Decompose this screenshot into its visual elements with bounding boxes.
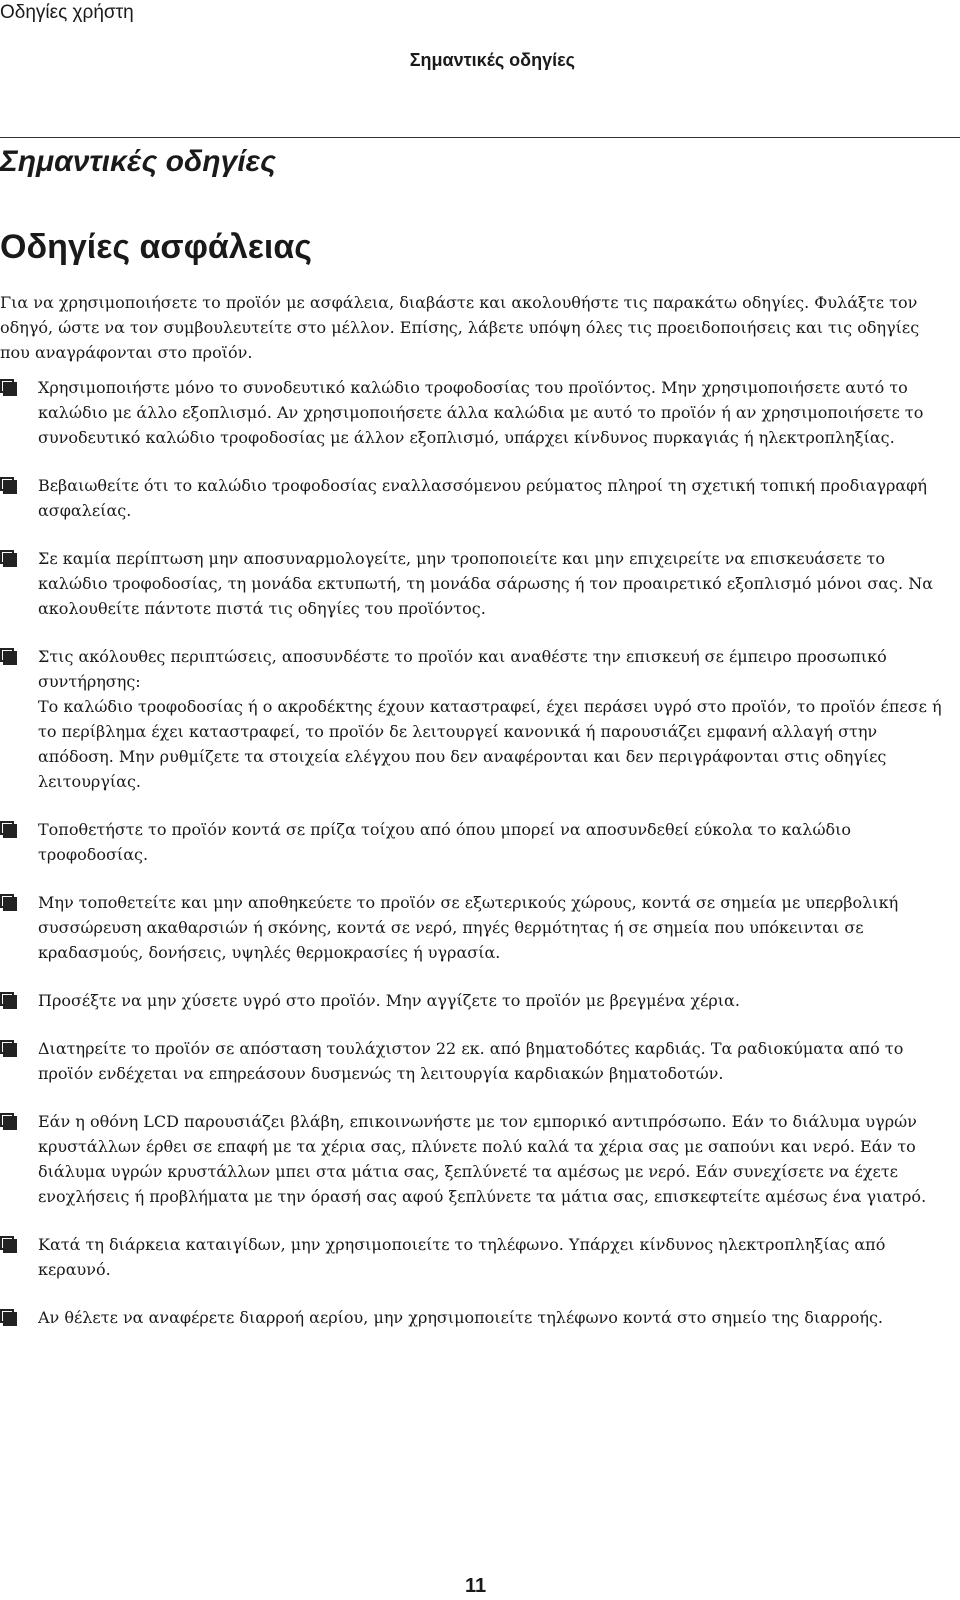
section-title: Οδηγίες ασφάλειας <box>0 228 312 266</box>
list-item <box>0 1305 955 1330</box>
checkbox-bullet-icon <box>0 1113 14 1127</box>
list-item <box>0 375 955 450</box>
checkbox-bullet-icon <box>0 821 14 835</box>
list-item-text: Βεβαιωθείτε ότι το καλώδιο τροφοδοσίας εναλλασσόμενου ρεύματος πληροί τη σχετική τοπική προδιαγραφή ασφαλείας. <box>38 476 927 520</box>
list-item-text: Σε καμία περίπτωση μην αποσυναρμολογείτε, μην τροποποιείτε και μην επιχειρείτε να επισκευάσετε το καλώδιο τροφοδοσίας, τη μονάδα εκτυπωτή, τη μονάδα σάρωσης ή τον προαιρετικό εξοπλισμό μόνοι σας. Να ακολουθείτε πάντοτε πιστά τις οδηγίες του προϊόντος. <box>38 549 933 618</box>
checkbox-bullet-icon <box>0 648 14 662</box>
list-item <box>0 473 955 523</box>
list-item <box>0 546 955 621</box>
document-title: Οδηγίες χρήστη <box>0 2 134 23</box>
checkbox-bullet-icon <box>0 1309 14 1323</box>
checkbox-bullet-icon <box>0 1236 14 1250</box>
list-item <box>0 1109 955 1209</box>
checkbox-bullet-icon <box>0 379 14 393</box>
list-item-text: Εάν η οθόνη LCD παρουσιάζει βλάβη, επικοινωνήστε με τον εμπορικό αντιπρόσωπο. Εάν το διάλυμα υγρών κρυστάλλων έρθει σε επαφή με τα χέρια σας, πλύνετε πολύ καλά τα χέρια σας με σαπούνι και νερό. Εάν το διάλυμα υγρών κρυστάλλων μπει στα μάτια σας, ξεπλύνετέ τα αμέσως με νερό. Εάν συνεχίσετε να έχετε ενοχλήσεις ή προβλήματα με την όρασή σας αφού ξεπλύνετε τα μάτια σας, επισκεφτείτε αμέσως ένα γιατρό. <box>38 1112 927 1206</box>
checkbox-bullet-icon <box>0 894 14 908</box>
chapter-title: Σημαντικές οδηγίες <box>0 145 276 178</box>
header-divider <box>0 137 960 138</box>
intro-paragraph: Για να χρησιμοποιήσετε το προϊόν με ασφάλεια, διαβάστε και ακολουθήστε τις παρακάτω οδηγίες. Φυλάξτε τον οδηγό, ώστε να τον συμβουλευτείτε στο μέλλον. Επίσης, λάβετε υπόψη όλες τις προειδοποιήσεις και τις οδηγίες που αναγράφονται στο προϊόν. <box>0 293 920 362</box>
list-item-text: Αν θέλετε να αναφέρετε διαρροή αερίου, μην χρησιμοποιείτε τηλέφωνο κοντά στο σημείο της διαρροής. <box>38 1308 883 1327</box>
checkbox-bullet-icon <box>0 477 14 491</box>
list-item-text: Προσέξτε να μην χύσετε υγρό στο προϊόν. Μην αγγίζετε το προϊόν με βρεγμένα χέρια. <box>38 991 740 1010</box>
list-item <box>0 1232 955 1282</box>
list-item-text: Τοποθετήστε το προϊόν κοντά σε πρίζα τοίχου από όπου μπορεί να αποσυνδεθεί εύκολα το καλώδιο τροφοδοσίας. <box>38 820 852 864</box>
list-item-text: Διατηρείτε το προϊόν σε απόσταση τουλάχιστον 22 εκ. από βηματοδότες καρδιάς. Τα ραδιοκύματα από το προϊόν ενδέχεται να επηρεάσουν δυσμενώς τη λειτουργία καρδιακών βηματοδοτών. <box>38 1039 904 1083</box>
list-item-text: Χρησιμοποιήστε μόνο το συνοδευτικό καλώδιο τροφοδοσίας του προϊόντος. Μην χρησιμοποιήσετε αυτό το καλώδιο με άλλο εξοπλισμό. Αν χρησιμοποιήσετε άλλα καλώδια με αυτό το προϊόν ή αν χρησιμοποιήσετε το συνοδευτικό καλώδιο τροφοδοσίας με άλλον εξοπλισμό, υπάρχει κίνδυνος πυρκαγιάς ή ηλεκτροπληξίας. <box>38 378 924 447</box>
list-item-text: Στις ακόλουθες περιπτώσεις, αποσυνδέστε το προϊόν και αναθέστε την επισκευή σε έμπειρο προσωπικό συντήρησης: <box>38 647 887 691</box>
running-section-header: Σημαντικές οδηγίες <box>409 50 575 70</box>
checkbox-bullet-icon <box>0 550 14 564</box>
checkbox-bullet-icon <box>0 992 14 1006</box>
list-item <box>0 988 955 1013</box>
list-item-text: Μην τοποθετείτε και μην αποθηκεύετε το προϊόν σε εξωτερικούς χώρους, κοντά σε σημεία με υπερβολική συσσώρευση ακαθαρσιών ή σκόνης, κοντά σε νερό, πηγές θερμότητας ή σε σημεία που υπόκεινται σε κραδασμούς, δονήσεις, υψηλές θερμοκρασίες ή υγρασία. <box>38 893 899 962</box>
list-item <box>0 644 955 794</box>
list-item <box>0 817 955 867</box>
page-number: 11 <box>465 1575 487 1597</box>
safety-instructions-list <box>0 375 955 1353</box>
list-item <box>0 1036 955 1086</box>
list-item-subtext: Το καλώδιο τροφοδοσίας ή ο ακροδέκτης έχουν καταστραφεί, έχει περάσει υγρό στο προϊόν, το προϊόν έπεσε ή το περίβλημα έχει καταστραφεί, το προϊόν δε λειτουργεί κανονικά ή παρουσιάζει εμφανή αλλαγή στην απόδοση. Μην ρυθμίζετε τα στοιχεία ελέγχου που δεν αναφέρονται και δεν περιγράφονται στις οδηγίες λειτουργίας. <box>38 697 942 791</box>
checkbox-bullet-icon <box>0 1040 14 1054</box>
list-item <box>0 890 955 965</box>
list-item-text: Κατά τη διάρκεια καταιγίδων, μην χρησιμοποιείτε το τηλέφωνο. Υπάρχει κίνδυνος ηλεκτροπληξίας από κεραυνό. <box>38 1235 886 1279</box>
